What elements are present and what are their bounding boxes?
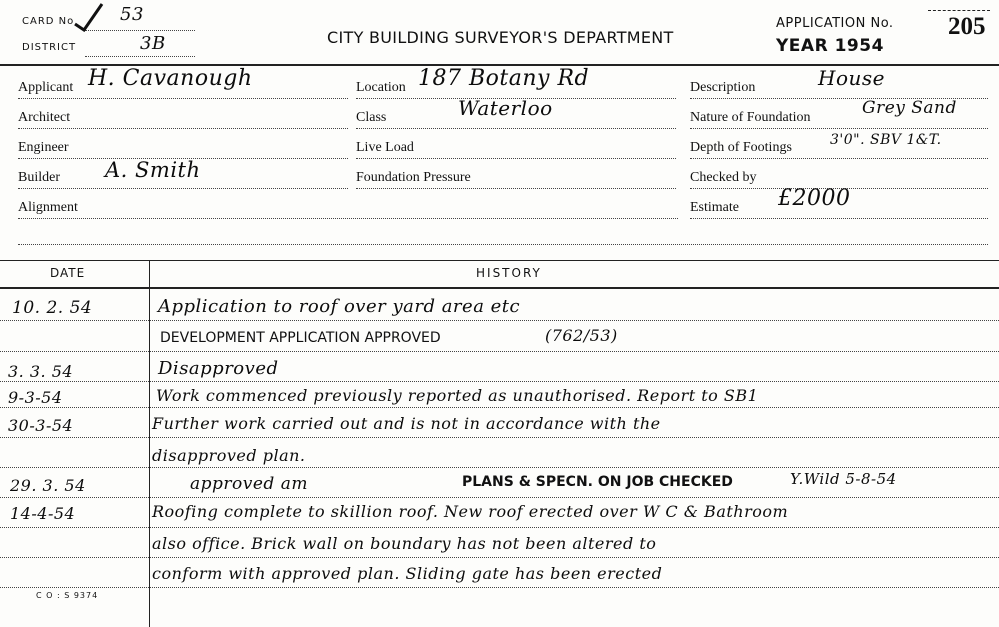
description-label: Description	[690, 80, 756, 95]
card-no-label: CARD No	[22, 16, 75, 27]
builder-label: Builder	[18, 170, 60, 185]
history-text: also office. Brick wall on boundary has not been altered to	[152, 534, 657, 553]
depth-footings-value: 3'0". SBV 1&T.	[830, 132, 942, 148]
history-text: Work commenced previously reported as unauthorised. Report to SB1	[156, 386, 759, 405]
history-note: (762/53)	[545, 326, 618, 345]
estimate-label: Estimate	[690, 200, 739, 215]
department-title: CITY BUILDING SURVEYOR'S DEPARTMENT	[327, 28, 674, 47]
depth-footings-label: Depth of Footings	[690, 140, 792, 155]
plans-checked-signature: Y.Wild 5-8-54	[790, 470, 897, 488]
history-date: 10. 2. 54	[12, 298, 93, 318]
history-date: 30-3-54	[8, 416, 74, 435]
history-date: 29. 3. 54	[10, 476, 86, 495]
card-no-value: 53	[120, 4, 144, 25]
history-text: approved am	[190, 474, 308, 494]
foundation-pressure-label: Foundation Pressure	[356, 170, 471, 185]
history-text: conform with approved plan. Sliding gate has been erected	[152, 564, 663, 583]
history-date: 9-3-54	[8, 388, 63, 407]
location-label: Location	[356, 80, 406, 95]
form-code: C O : S 9374	[36, 591, 99, 600]
class-label: Class	[356, 110, 387, 125]
nature-foundation-label: Nature of Foundation	[690, 110, 811, 125]
description-value: House	[818, 66, 885, 90]
district-label: DISTRICT	[22, 42, 77, 53]
district-value: 3B	[140, 33, 166, 54]
application-no-value: 205	[948, 13, 986, 40]
history-text: Disapproved	[158, 358, 279, 379]
location-value-2: Waterloo	[458, 96, 553, 120]
history-text: Roofing complete to skillion roof. New roof erected over W C & Bathroom	[152, 502, 789, 521]
application-no-label: APPLICATION No.	[776, 16, 894, 31]
history-text: Application to roof over yard area etc	[158, 296, 521, 317]
history-stamp-approved: DEVELOPMENT APPLICATION APPROVED	[160, 330, 441, 346]
tick-mark-icon	[72, 2, 104, 32]
history-text: Further work carried out and is not in accordance with the	[152, 414, 661, 433]
live-load-label: Live Load	[356, 140, 414, 155]
history-text: disapproved plan.	[152, 446, 306, 465]
estimate-value: £2000	[778, 186, 851, 211]
applicant-label: Applicant	[18, 80, 74, 95]
builder-value: A. Smith	[105, 158, 201, 182]
plans-checked-stamp: PLANS & SPECN. ON JOB CHECKED	[462, 474, 733, 490]
architect-label: Architect	[18, 110, 71, 125]
checked-by-label: Checked by	[690, 170, 757, 185]
nature-foundation-value: Grey Sand	[862, 98, 957, 118]
applicant-value: H. Cavanough	[88, 66, 253, 91]
date-column-header: DATE	[50, 266, 86, 280]
engineer-label: Engineer	[18, 140, 69, 155]
year-label: YEAR 1954	[776, 36, 884, 56]
location-value: 187 Botany Rd	[418, 66, 590, 91]
alignment-label: Alignment	[18, 200, 78, 215]
history-column-header: HISTORY	[476, 266, 542, 280]
history-date: 14-4-54	[10, 504, 76, 523]
history-date: 3. 3. 54	[8, 362, 74, 381]
